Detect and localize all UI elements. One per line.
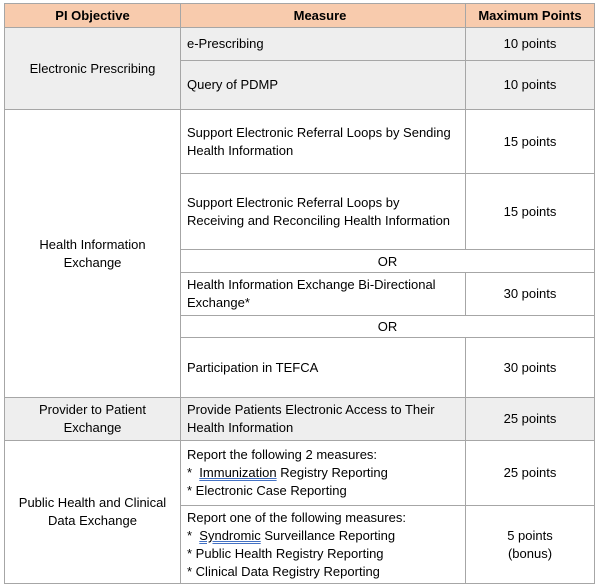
measure-query-of-pdmp: Query of PDMP bbox=[181, 61, 466, 110]
bullet-syndromic-surveillance: * Syndromic Surveillance Reporting bbox=[187, 527, 396, 543]
objective-electronic-prescribing: Electronic Prescribing bbox=[5, 28, 181, 110]
objective-provider-to-patient-exchange: Provider to Patient Exchange bbox=[5, 398, 181, 441]
or-separator: OR bbox=[181, 316, 595, 338]
points-e-prescribing: 10 points bbox=[466, 28, 595, 61]
objective-health-information-exchange: Health Information Exchange bbox=[5, 110, 181, 398]
points-public-health-required: 25 points bbox=[466, 441, 595, 506]
measure-referral-receiving: Support Electronic Referral Loops by Receiving and Reconciling Health Information bbox=[181, 174, 466, 250]
points-tefca: 30 points bbox=[466, 338, 595, 398]
points-query-of-pdmp: 10 points bbox=[466, 61, 595, 110]
measure-tefca: Participation in TEFCA bbox=[181, 338, 466, 398]
bullet-electronic-case-reporting: * Electronic Case Reporting bbox=[187, 483, 347, 498]
measure-e-prescribing: e-Prescribing bbox=[181, 28, 466, 61]
measure-intro: Report one of the following measures: bbox=[187, 509, 406, 525]
measure-patient-electronic-access: Provide Patients Electronic Access to Their Health Information bbox=[181, 398, 466, 441]
bullet-clinical-data-registry: * Clinical Data Registry Reporting bbox=[187, 563, 380, 579]
points-referral-receiving: 15 points bbox=[466, 174, 595, 250]
pi-objectives-table bbox=[4, 3, 595, 584]
measure-referral-sending: Support Electronic Referral Loops by Sending Health Information bbox=[181, 110, 466, 174]
or-separator: OR bbox=[181, 250, 595, 273]
points-referral-sending: 15 points bbox=[466, 110, 595, 174]
measure-hie-bidirectional: Health Information Exchange Bi-Directional Exchange* bbox=[181, 273, 466, 316]
header-pi-objective: PI Objective bbox=[5, 4, 181, 28]
measure-intro: Report the following 2 measures: bbox=[187, 447, 378, 462]
bullet-public-health-registry: * Public Health Registry Reporting bbox=[187, 545, 384, 561]
points-value: 5 points bbox=[507, 527, 553, 543]
header-measure: Measure bbox=[181, 4, 466, 28]
points-bonus-label: (bonus) bbox=[507, 545, 553, 561]
points-patient-electronic-access: 25 points bbox=[466, 398, 595, 441]
measure-public-health-bonus bbox=[181, 506, 466, 584]
header-maximum-points: Maximum Points bbox=[466, 4, 595, 28]
points-public-health-bonus bbox=[466, 506, 595, 584]
measure-public-health-required bbox=[181, 441, 466, 506]
bullet-immunization-registry: * Immunization Registry Reporting bbox=[187, 465, 388, 480]
objective-public-health-clinical-data-exchange: Public Health and Clinical Data Exchange bbox=[5, 441, 181, 584]
points-hie-bidirectional: 30 points bbox=[466, 273, 595, 316]
